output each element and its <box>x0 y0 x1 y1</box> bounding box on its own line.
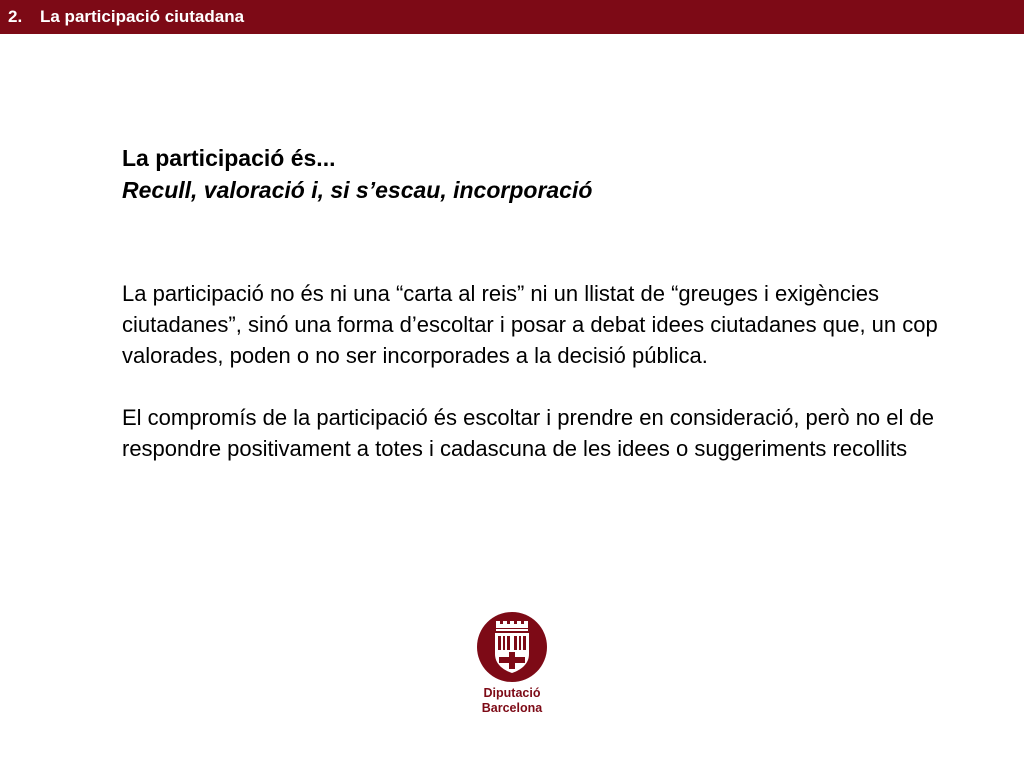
section-number: 2. <box>8 7 23 26</box>
diputacio-barcelona-crest-icon <box>477 612 547 682</box>
slide-heading: La participació és... <box>122 145 336 171</box>
section-title: La participació ciutadana <box>40 7 245 26</box>
paragraph-definition: La participació no és ni una “carta al reis” ni un llistat de “greuges i exigències ciutadanes”, sinó una forma d’escoltar i posar a debat idees ciutadanes que, un cop valorades, poden o no ser incorporades a la decisió pública. <box>122 281 938 368</box>
section-header-bar <box>0 0 1024 34</box>
paragraph-commitment: El compromís de la participació és escoltar i prendre en consideració, però no el de respondre positivament a totes i cadascuna de les idees o suggeriments recollits <box>122 405 934 461</box>
logo-line-barcelona: Barcelona <box>481 701 543 715</box>
logo-wordmark <box>470 686 554 716</box>
slide-subheading: Recull, valoració i, si s’escau, incorporació <box>122 177 593 203</box>
logo-line-diputacio: Diputació <box>483 686 541 700</box>
slide-content <box>122 142 962 464</box>
diputacio-barcelona-logo <box>470 608 554 720</box>
